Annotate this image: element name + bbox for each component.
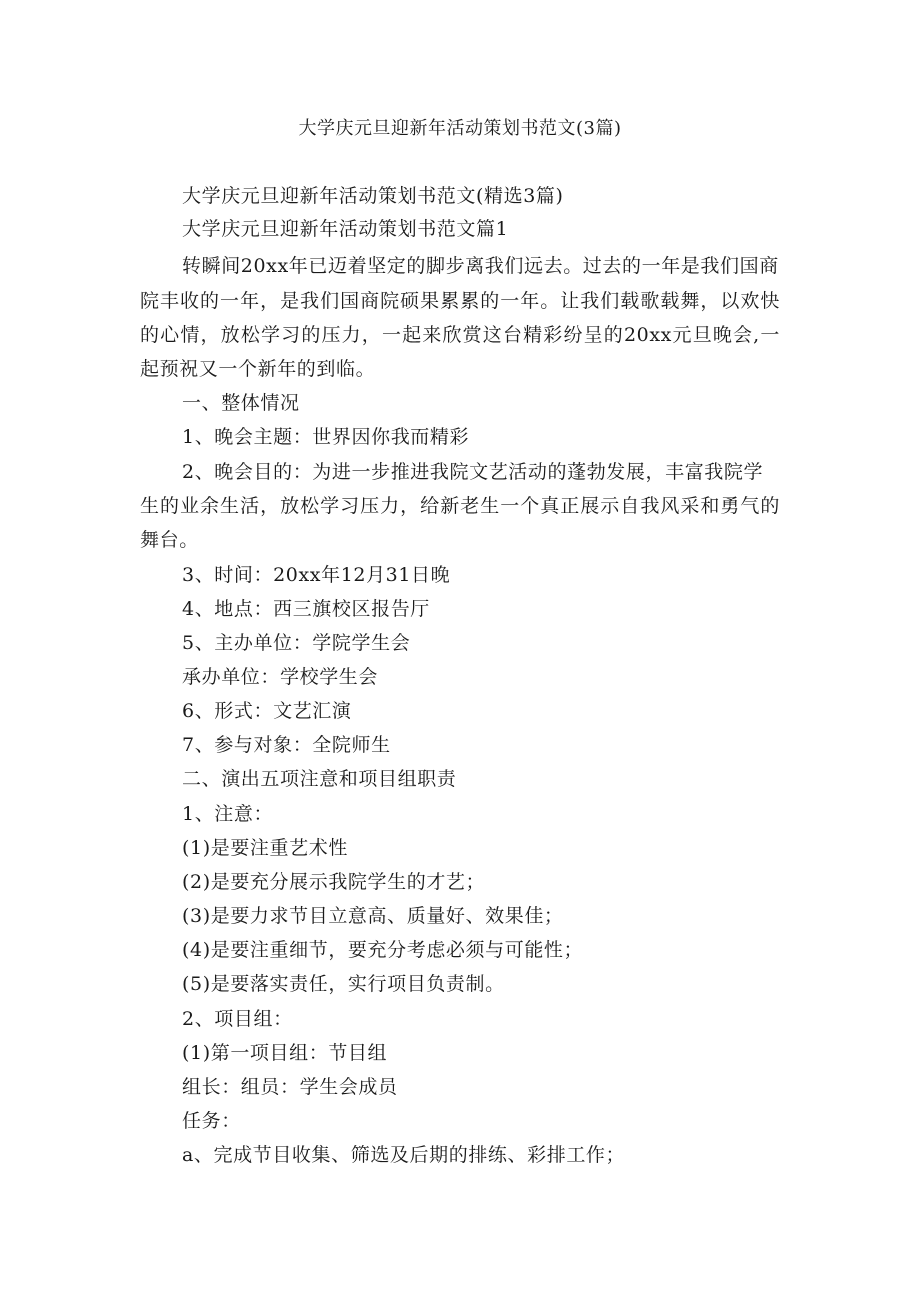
list-item: 1、注意：	[182, 803, 274, 825]
list-item: 4、地点：西三旗校区报告厅	[182, 598, 430, 620]
list-item: (2)是要充分展示我院学生的才艺；	[182, 871, 486, 893]
list-item: 7、参与对象：全院师生	[182, 734, 391, 756]
list-item: 2、晚会目的：为进一步推进我院文艺活动的蓬勃发展，丰富我院学	[182, 461, 764, 483]
document-title: 大学庆元旦迎新年活动策划书范文(3篇)	[298, 118, 622, 139]
list-item: 1、晚会主题：世界因你我而精彩	[182, 426, 470, 448]
paragraph-line: 转瞬间20xx年已迈着坚定的脚步离我们远去。过去的一年是我们国商	[182, 255, 779, 277]
paragraph-line: 起预祝又一个新年的到临。	[140, 358, 376, 380]
list-item: 组长：组员：学生会成员	[182, 1076, 398, 1098]
paragraph-line: 院丰收的一年，是我们国商院硕果累累的一年。让我们载歌载舞，以欢快	[140, 290, 780, 312]
list-item: 3、时间：20xx年12月31日晚	[182, 564, 451, 586]
list-item: 任务：	[182, 1110, 241, 1132]
list-item: a、完成节目收集、筛选及后期的排练、彩排工作；	[182, 1144, 626, 1166]
list-item: (5)是要落实责任，实行项目负责制。	[182, 973, 505, 995]
list-item: 承办单位：学校学生会	[182, 666, 379, 688]
heading-line: 一、整体情况	[182, 392, 300, 414]
heading-line: 二、演出五项注意和项目组职责	[182, 768, 457, 790]
list-item: 5、主办单位：学院学生会	[182, 632, 411, 654]
paragraph-line: 舞台。	[140, 529, 199, 551]
list-item: (4)是要注重细节，要充分考虑必须与可能性；	[182, 939, 584, 961]
list-item: 2、项目组：	[182, 1008, 293, 1030]
paragraph-line: 生的业余生活，放松学习压力，给新老生一个真正展示自我风采和勇气的	[140, 495, 780, 517]
paragraph-line: 的心情，放松学习的压力，一起来欣赏这台精彩纷呈的20xx元旦晚会,一	[140, 324, 780, 346]
list-item: 6、形式：文艺汇演	[182, 700, 352, 722]
subtitle-line: 大学庆元旦迎新年活动策划书范文(精选3篇)	[182, 185, 564, 207]
section-heading: 大学庆元旦迎新年活动策划书范文篇1	[182, 218, 509, 240]
list-item: (1)第一项目组：节目组	[182, 1042, 388, 1064]
list-item: (3)是要力求节目立意高、质量好、效果佳；	[182, 905, 564, 927]
list-item: (1)是要注重艺术性	[182, 837, 348, 859]
